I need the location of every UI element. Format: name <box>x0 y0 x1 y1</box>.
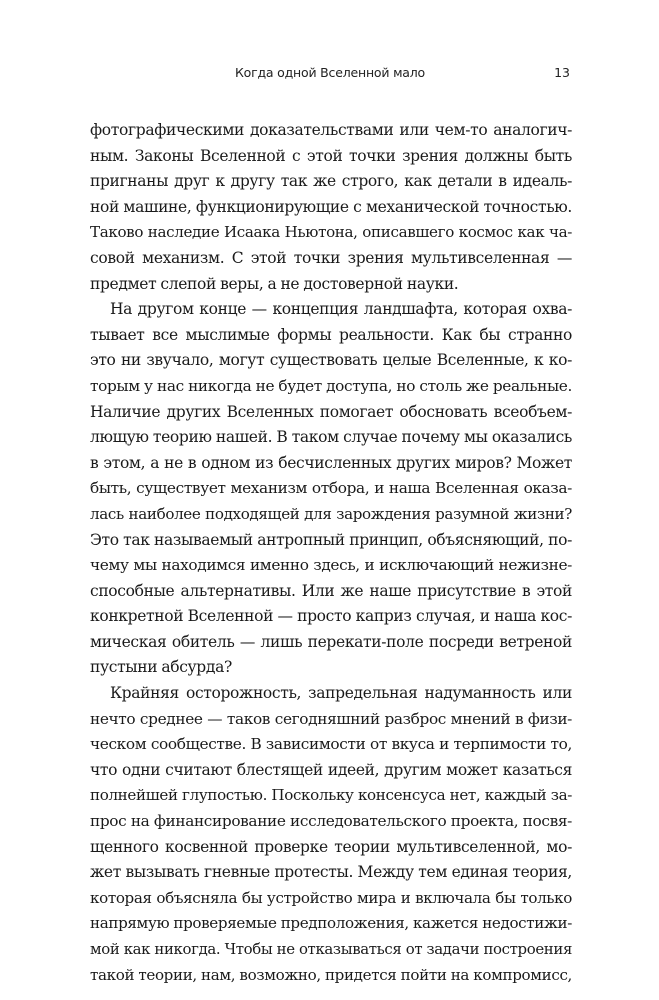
text-line: пустыни абсурда? <box>90 658 232 677</box>
text-line: чему мы находимся именно здесь, и исключающий нежизне- <box>90 556 572 575</box>
text-line: ческом сообществе. В зависимости от вкуса и терпимости то, <box>90 735 572 754</box>
text-line: щенного косвенной проверке теории мультивселенной, мо- <box>90 837 572 856</box>
paragraph-2 <box>90 297 572 681</box>
page-number: 13 <box>554 65 570 80</box>
text-line: Таково наследие Исаака Ньютона, описавшего космос как ча- <box>90 223 572 242</box>
text-line: напрямую проверяемые предположения, кажется недостижи- <box>90 914 572 933</box>
text-line: тывает все мыслимые формы реальности. Как бы странно <box>90 325 572 344</box>
text-line: конкретной Вселенной — просто каприз случая, и наша кос- <box>90 607 572 626</box>
text-line: это ни звучало, могут существовать целые Вселенные, к ко- <box>90 351 572 370</box>
text-line: лющую теорию нашей. В таком случае почему мы оказались <box>90 428 572 447</box>
text-line: способные альтернативы. Или же наше присутствие в этой <box>90 581 572 600</box>
text-line: нечто среднее — таков сегодняшний разброс мнений в физи- <box>90 709 572 728</box>
text-line: пригнаны друг к другу так же строго, как детали в идеаль- <box>90 172 572 191</box>
paragraph-3 <box>90 681 572 988</box>
text-line: такой теории, нам, возможно, придется пойти на компромисс, <box>90 965 572 984</box>
text-line: предмет слепой веры, а не достоверной науки. <box>90 274 459 293</box>
body-text <box>90 118 572 988</box>
text-line: в этом, а не в одном из бесчисленных других миров? Может <box>90 453 572 472</box>
text-line: полнейшей глупостью. Поскольку консенсуса нет, каждый за- <box>90 786 572 805</box>
text-line: мой как никогда. Чтобы не отказываться от задачи построения <box>90 940 572 958</box>
text-line: На другом конце — концепция ландшафта, которая охва- <box>110 300 572 319</box>
text-line: которая объясняла бы устройство мира и включала бы только <box>90 888 572 907</box>
text-line: торым у нас никогда не будет доступа, но столь же реальные. <box>90 376 572 395</box>
text-line: лась наиболее подходящей для зарождения разумной жизни? <box>90 504 572 523</box>
text-line: жет вызывать гневные протесты. Между тем единая теория, <box>90 863 572 882</box>
text-line: что одни считают блестящей идеей, другим может казаться <box>90 760 572 779</box>
text-line: Это так называемый антропный принцип, объясняющий, по- <box>90 530 572 549</box>
running-head <box>90 65 570 85</box>
paragraph-1 <box>90 118 572 297</box>
text-line: Наличие других Вселенных помогает обосновать всеобъем- <box>90 402 572 421</box>
text-line: ным. Законы Вселенной с этой точки зрения должны быть <box>90 146 572 165</box>
text-line: быть, существует механизм отбора, и наша Вселенная оказа- <box>90 479 572 498</box>
text-line: совой механизм. С этой точки зрения мультивселенная — <box>90 248 572 267</box>
text-line: прос на финансирование исследовательского проекта, посвя- <box>90 812 572 831</box>
text-line: мическая обитель — лишь перекати-поле посреди ветреной <box>90 632 572 651</box>
running-title: Когда одной Вселенной мало <box>234 65 425 80</box>
text-line: фотографическими доказательствами или чем-то аналогич- <box>90 121 572 139</box>
text-line: ной машине, функционирующие с механической точностью. <box>90 197 572 216</box>
text-line: Крайняя осторожность, запредельная надуманность или <box>110 684 572 703</box>
